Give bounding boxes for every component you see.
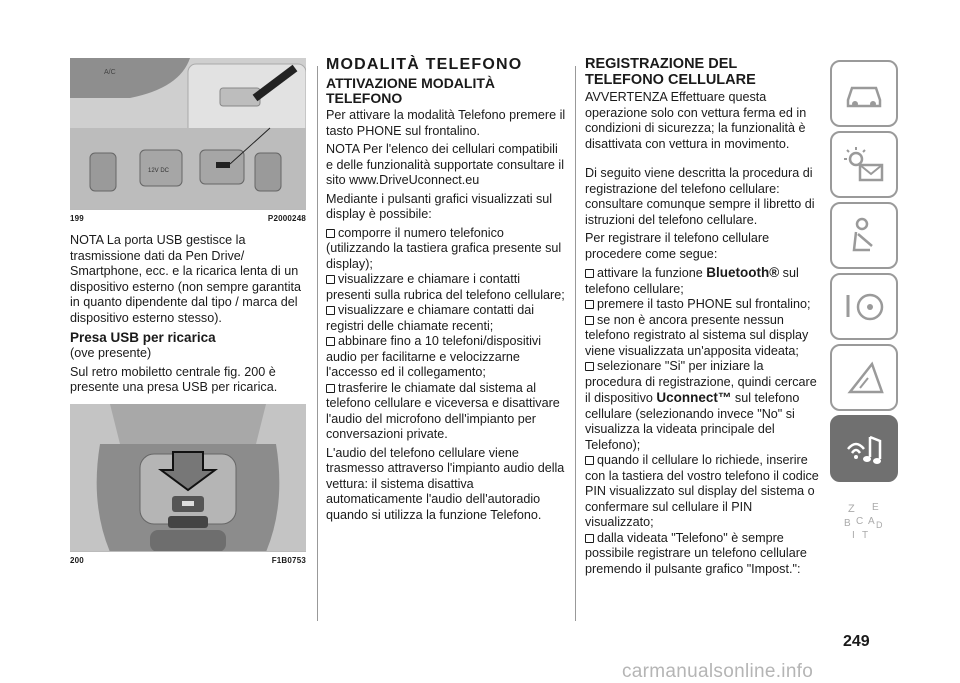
checkbox-bullet-icon [326, 229, 335, 238]
svg-text:Z: Z [848, 502, 855, 515]
multimedia-icon [842, 429, 886, 469]
list-item: se non è ancora presente nessun telefono registrato al sistema sul display viene visualizzata un'apposita videata; [585, 312, 809, 358]
ac-label: A/C [104, 69, 116, 76]
svg-text:T: T [862, 529, 869, 540]
list-item: visualizzare e chiamare contatti dai registri delle chiamate recenti; [326, 303, 534, 333]
graphic-buttons-intro: Mediante i pulsanti grafici visualizzati sul display è possibile: [326, 191, 553, 221]
checkbox-bullet-icon [585, 316, 594, 325]
phone-audio-paragraph: L'audio del telefono cellulare viene trasmesso attraverso l'impianto audio della vettura: il sistema disattiva automaticamente l'audio dell'autoradio quando si utilizza la funzione Telefono. [326, 445, 565, 522]
chapter-tab-safety[interactable] [830, 202, 898, 269]
phone-activation-paragraph: Per attivare la modalità Telefono premere il tasto PHONE sul frontalino. [326, 108, 566, 138]
svg-text:D: D [876, 519, 883, 530]
rear-usb-photo [70, 404, 306, 552]
chapter-tab-emergency[interactable] [830, 344, 898, 411]
watermark: carmanualsonline.info [622, 661, 814, 682]
list-item: abbinare fino a 10 telefoni/dispositivi audio per facilitarne e velocizzarne l'accesso ed il collegamento; [326, 334, 542, 379]
checkbox-bullet-icon [585, 362, 594, 371]
warning-paragraph: AVVERTENZA Effettuare questa operazione solo con vettura ferma ed in condizioni di sicurezza; la funzionalità è disattivata con vettura in movimento. [585, 90, 807, 151]
column-1-text [70, 233, 306, 396]
column-2 [326, 56, 566, 526]
column-3-text [585, 90, 819, 577]
column-3 [585, 56, 819, 577]
svg-text:A: A [868, 515, 875, 527]
list-item: premere il tasto PHONE sul frontalino; [585, 297, 819, 313]
svg-text:B: B [844, 517, 851, 529]
procedure-intro: Di seguito viene descritta la procedura di registrazione del telefono cellulare: consultare comunque sempre il libretto di istruzioni del telefono cellulare. [585, 166, 815, 227]
twelve-volt-label: 12V DC [148, 168, 170, 174]
safety-seat-icon [842, 216, 886, 256]
checkbox-bullet-icon [585, 534, 594, 543]
figure-199-number: 199 [70, 214, 84, 223]
registration-heading: REGISTRAZIONE DEL TELEFONO CELLULARE [585, 56, 756, 88]
checkbox-bullet-icon [326, 384, 335, 393]
chapter-tab-index[interactable] [830, 486, 898, 553]
figure-200-number: 200 [70, 555, 84, 565]
list-item: comporre il numero telefonico (utilizzando la tastiera grafica presente sul display); [326, 225, 562, 271]
section-title: MODALITÀ TELEFONO [326, 56, 523, 73]
lights-messages-icon [842, 145, 886, 185]
car-dashboard-icon [842, 74, 886, 114]
chapter-tab-starting-driving[interactable] [830, 273, 898, 340]
page-number: 249 [843, 633, 870, 650]
subsection-title: ATTIVAZIONE MODALITÀ TELEFONO [326, 75, 496, 106]
list-item: selezionare "Si" per iniziare la procedura di registrazione, quindi cercare il dispositivo Uconnect™ sul telefono cellulare (selezionando invece "No" si visualizza la videata principale del Telefono); [585, 359, 817, 452]
column-divider-2 [575, 66, 576, 621]
figure-200-code: F1B0753 [271, 555, 306, 565]
list-item: quando il cellulare lo richiede, inserire con la tastiera del vostro telefono il codice PIN visualizzato sul display del sistema o confermare sul cellulare il PIN visualizzato; [585, 453, 819, 529]
list-item: attivare la funzione Bluetooth® sul telefono cellulare; [585, 265, 799, 296]
figure-199-code: P2000248 [267, 214, 306, 223]
checkbox-bullet-icon [326, 337, 335, 346]
checkbox-bullet-icon [585, 300, 594, 309]
column-2-text [326, 108, 566, 523]
list-item: trasferire le chiamate dal sistema al telefono cellulare e viceversa e disattivare l'audio del microfono dell'impianto per conversazioni private. [326, 380, 560, 441]
index-alphabet-icon [842, 500, 886, 540]
checkbox-bullet-icon [326, 275, 335, 284]
chapter-tab-multimedia[interactable] [830, 415, 898, 482]
checkbox-bullet-icon [585, 269, 594, 278]
column-1 [70, 0, 306, 565]
figure-199-image [70, 58, 306, 210]
list-item: visualizzare e chiamare i contatti presenti sulla rubrica del telefono cellulare; [326, 272, 565, 302]
chapter-tab-lights-messages[interactable] [830, 131, 898, 198]
svg-text:I: I [852, 529, 855, 540]
svg-text:E: E [872, 501, 879, 513]
starting-driving-icon [842, 287, 886, 327]
figure-200-caption [70, 556, 306, 565]
phone-compat-note: NOTA Per l'elenco dei cellulari compatibili e delle funzionalità supportate consultare il sito www.DriveUconnect.eu [326, 142, 565, 187]
column-divider-1 [317, 66, 318, 621]
chapter-tab-dashboard[interactable] [830, 60, 898, 127]
svg-text:C: C [856, 515, 864, 527]
usb-port-photo [70, 58, 306, 210]
checkbox-bullet-icon [585, 456, 594, 465]
procedure-steps-intro: Per registrare il telefono cellulare procedere come segue: [585, 231, 770, 261]
list-item: dalla videata "Telefono" è sempre possibile registrare un telefono cellulare premendo il pulsante grafico "Impost.": [585, 530, 807, 576]
usb-charging-subtitle: (ove presente) [70, 346, 152, 360]
warning-road-icon [842, 358, 886, 398]
figure-200-image [70, 404, 306, 552]
usb-charging-paragraph: Sul retro mobiletto centrale fig. 200 è presente una presa USB per ricarica. [70, 364, 278, 394]
figure-199-caption [70, 214, 306, 223]
usb-note: NOTA La porta USB gestisce la trasmissione dati da Pen Drive/ Smartphone, ecc. e la ricarica lenta di un dispositivo esterno (non sempre garantita in quanto dipendente dal tipo / marca del dispositivo esterno stesso). [70, 233, 302, 325]
usb-charging-heading: Presa USB per ricarica [70, 330, 216, 345]
checkbox-bullet-icon [326, 306, 335, 315]
chapter-index-sidebar [830, 60, 898, 557]
